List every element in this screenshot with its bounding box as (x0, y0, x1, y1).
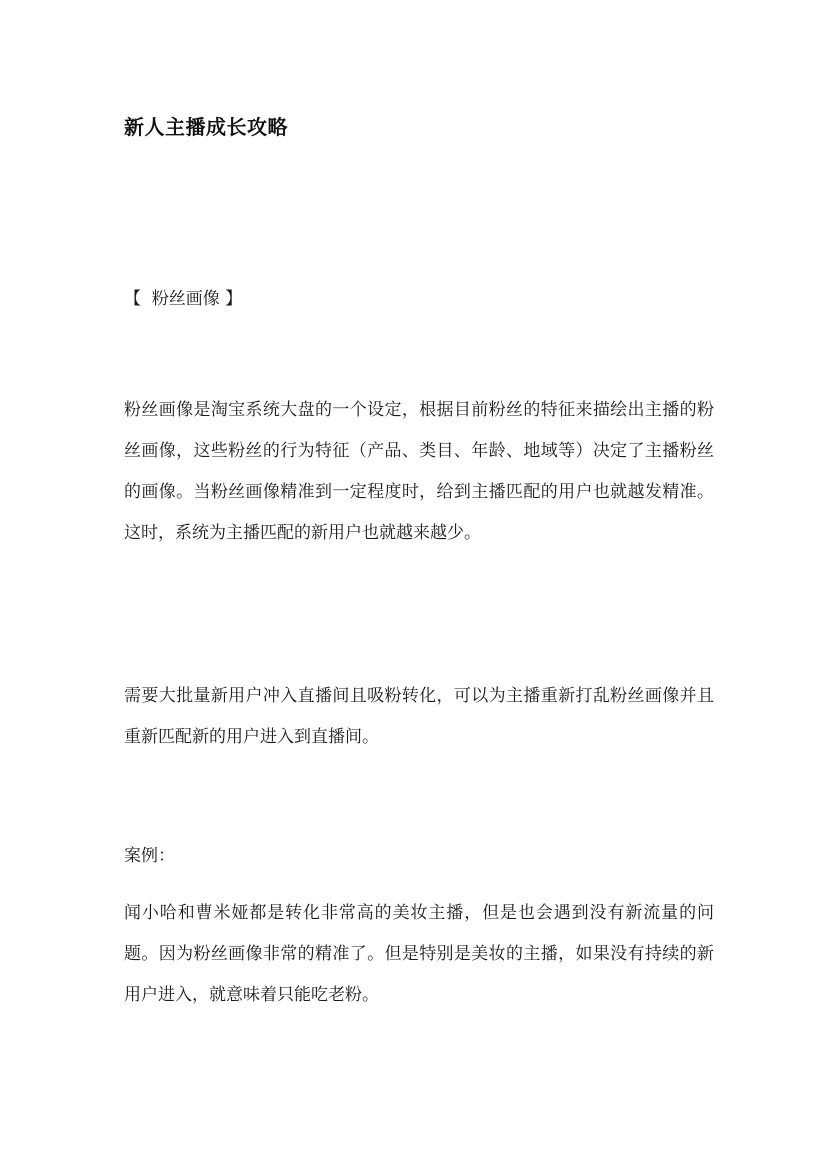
document-title: 新人主播成长攻略 (124, 115, 288, 139)
case-label: 案例： (124, 846, 175, 866)
section-heading-fan-profile: 【 粉丝画像 】 (124, 289, 243, 309)
paragraph-case-example: 闻小哈和曹米娅都是转化非常高的美妆主播，但是也会遇到没有新流量的问题。因为粉丝画像非常的精准了。但是特别是美妆的主播，如果没有持续的新用户进入，就意味着只能吃老粉。 (124, 903, 714, 1005)
paragraph-new-user-strategy: 需要大批量新用户冲入直播间且吸粉转化，可以为主播重新打乱粉丝画像并且重新匹配新的用户进入到直播间。 (124, 686, 714, 747)
paragraph-fan-profile-definition: 粉丝画像是淘宝系统大盘的一个设定，根据目前粉丝的特征来描绘出主播的粉丝画像，这些粉丝的行为特征（产品、类目、年龄、地域等）决定了主播粉丝的画像。当粉丝画像精准到一定程度时，给到主播匹配的用户也就越发精准。这时，系统为主播匹配的新用户也就越来越少。 (124, 400, 714, 543)
